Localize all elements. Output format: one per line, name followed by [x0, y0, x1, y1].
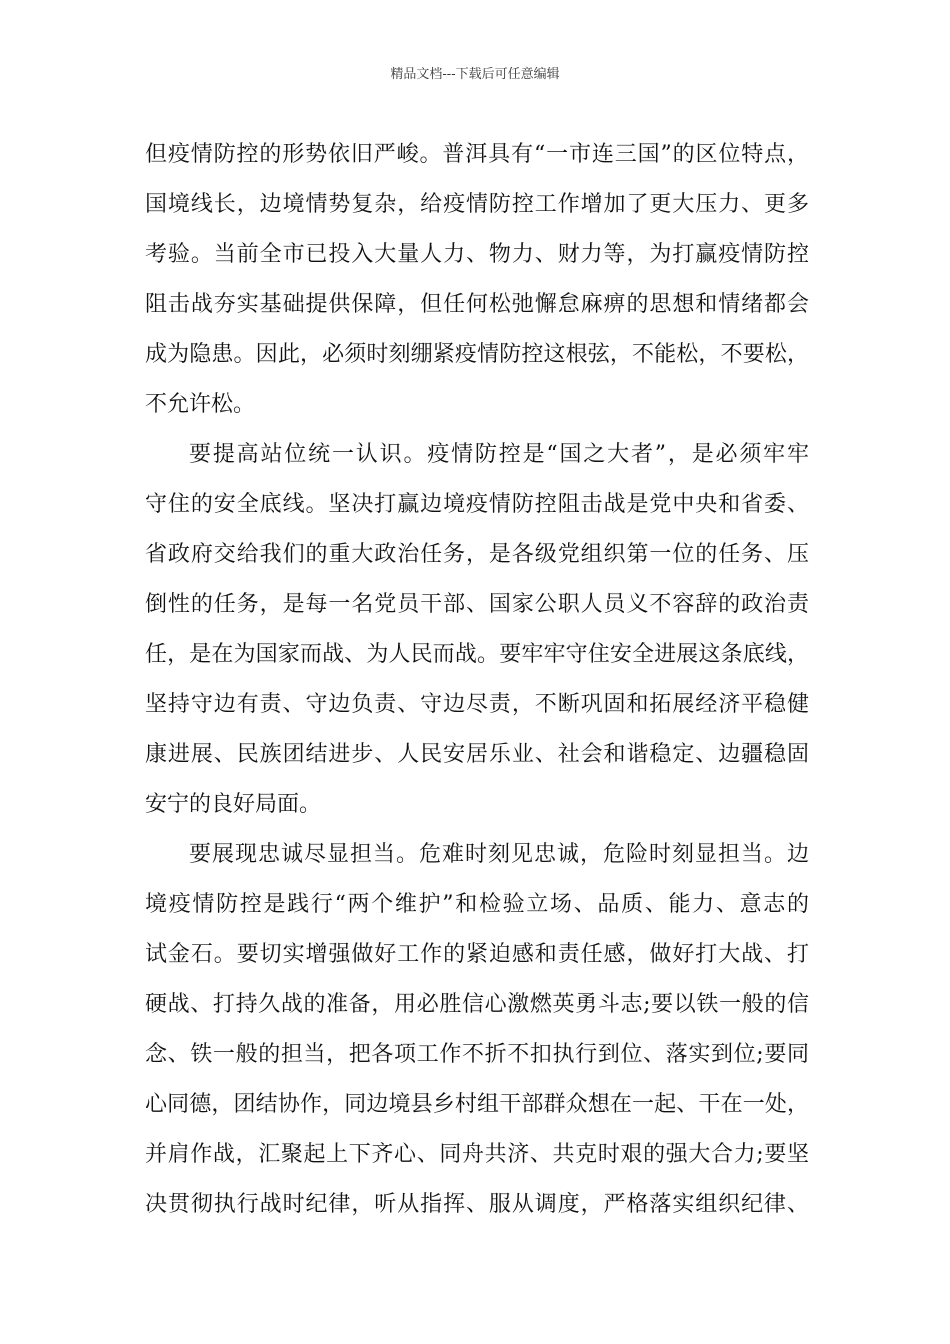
text-line: 硬战、打持久战的准备，用必胜信心激燃英勇斗志;要以铁一般的信	[145, 992, 809, 1017]
text-line: 国境线长，边境情势复杂，给疫情防控工作增加了更大压力、更多	[145, 192, 809, 217]
text-line: 不允许松。	[145, 392, 256, 417]
text-line: 念、铁一般的担当，把各项工作不折不扣执行到位、落实到位;要同	[145, 1042, 809, 1067]
text-line: 要展现忠诚尽显担当。危难时刻见忠诚，危险时刻显担当。边	[189, 842, 809, 867]
text-line: 并肩作战，汇聚起上下齐心、同舟共济、共克时艰的强大合力;要坚	[145, 1142, 809, 1167]
paragraph-3	[145, 830, 809, 1230]
page-header: 精品文档---下载后可任意编辑	[390, 67, 560, 82]
text-line: 决贯彻执行战时纪律，听从指挥、服从调度，严格落实组织纪律、	[145, 1192, 809, 1217]
text-line: 要提高站位统一认识。疫情防控是“国之大者”，是必须牢牢	[189, 442, 809, 467]
document-body	[145, 130, 809, 1230]
text-line: 试金石。要切实增强做好工作的紧迫感和责任感，做好打大战、打	[145, 942, 809, 967]
text-line: 倒性的任务，是每一名党员干部、国家公职人员义不容辞的政治责	[145, 592, 809, 617]
paragraph-2	[145, 430, 809, 830]
text-line: 省政府交给我们的重大政治任务，是各级党组织第一位的任务、压	[145, 542, 809, 567]
text-line: 阻击战夯实基础提供保障，但任何松弛懈怠麻痹的思想和情绪都会	[145, 292, 809, 317]
text-line: 安宁的良好局面。	[145, 792, 322, 817]
text-line: 但疫情防控的形势依旧严峻。普洱具有“一市连三国”的区位特点，	[145, 142, 809, 167]
text-line: 境疫情防控是践行“两个维护”和检验立场、品质、能力、意志的	[145, 892, 809, 917]
text-line: 任，是在为国家而战、为人民而战。要牢牢守住安全进展这条底线，	[145, 642, 809, 667]
text-line: 康进展、民族团结进步、人民安居乐业、社会和谐稳定、边疆稳固	[145, 742, 809, 767]
text-line: 心同德，团结协作，同边境县乡村组干部群众想在一起、干在一处，	[145, 1092, 809, 1117]
text-line: 成为隐患。因此，必须时刻绷紧疫情防控这根弦，不能松，不要松，	[145, 342, 809, 367]
paragraph-1	[145, 130, 809, 430]
text-line: 守住的安全底线。坚决打赢边境疫情防控阻击战是党中央和省委、	[145, 492, 809, 517]
text-line: 坚持守边有责、守边负责、守边尽责，不断巩固和拓展经济平稳健	[145, 692, 809, 717]
text-line: 考验。当前全市已投入大量人力、物力、财力等，为打赢疫情防控	[145, 242, 809, 267]
